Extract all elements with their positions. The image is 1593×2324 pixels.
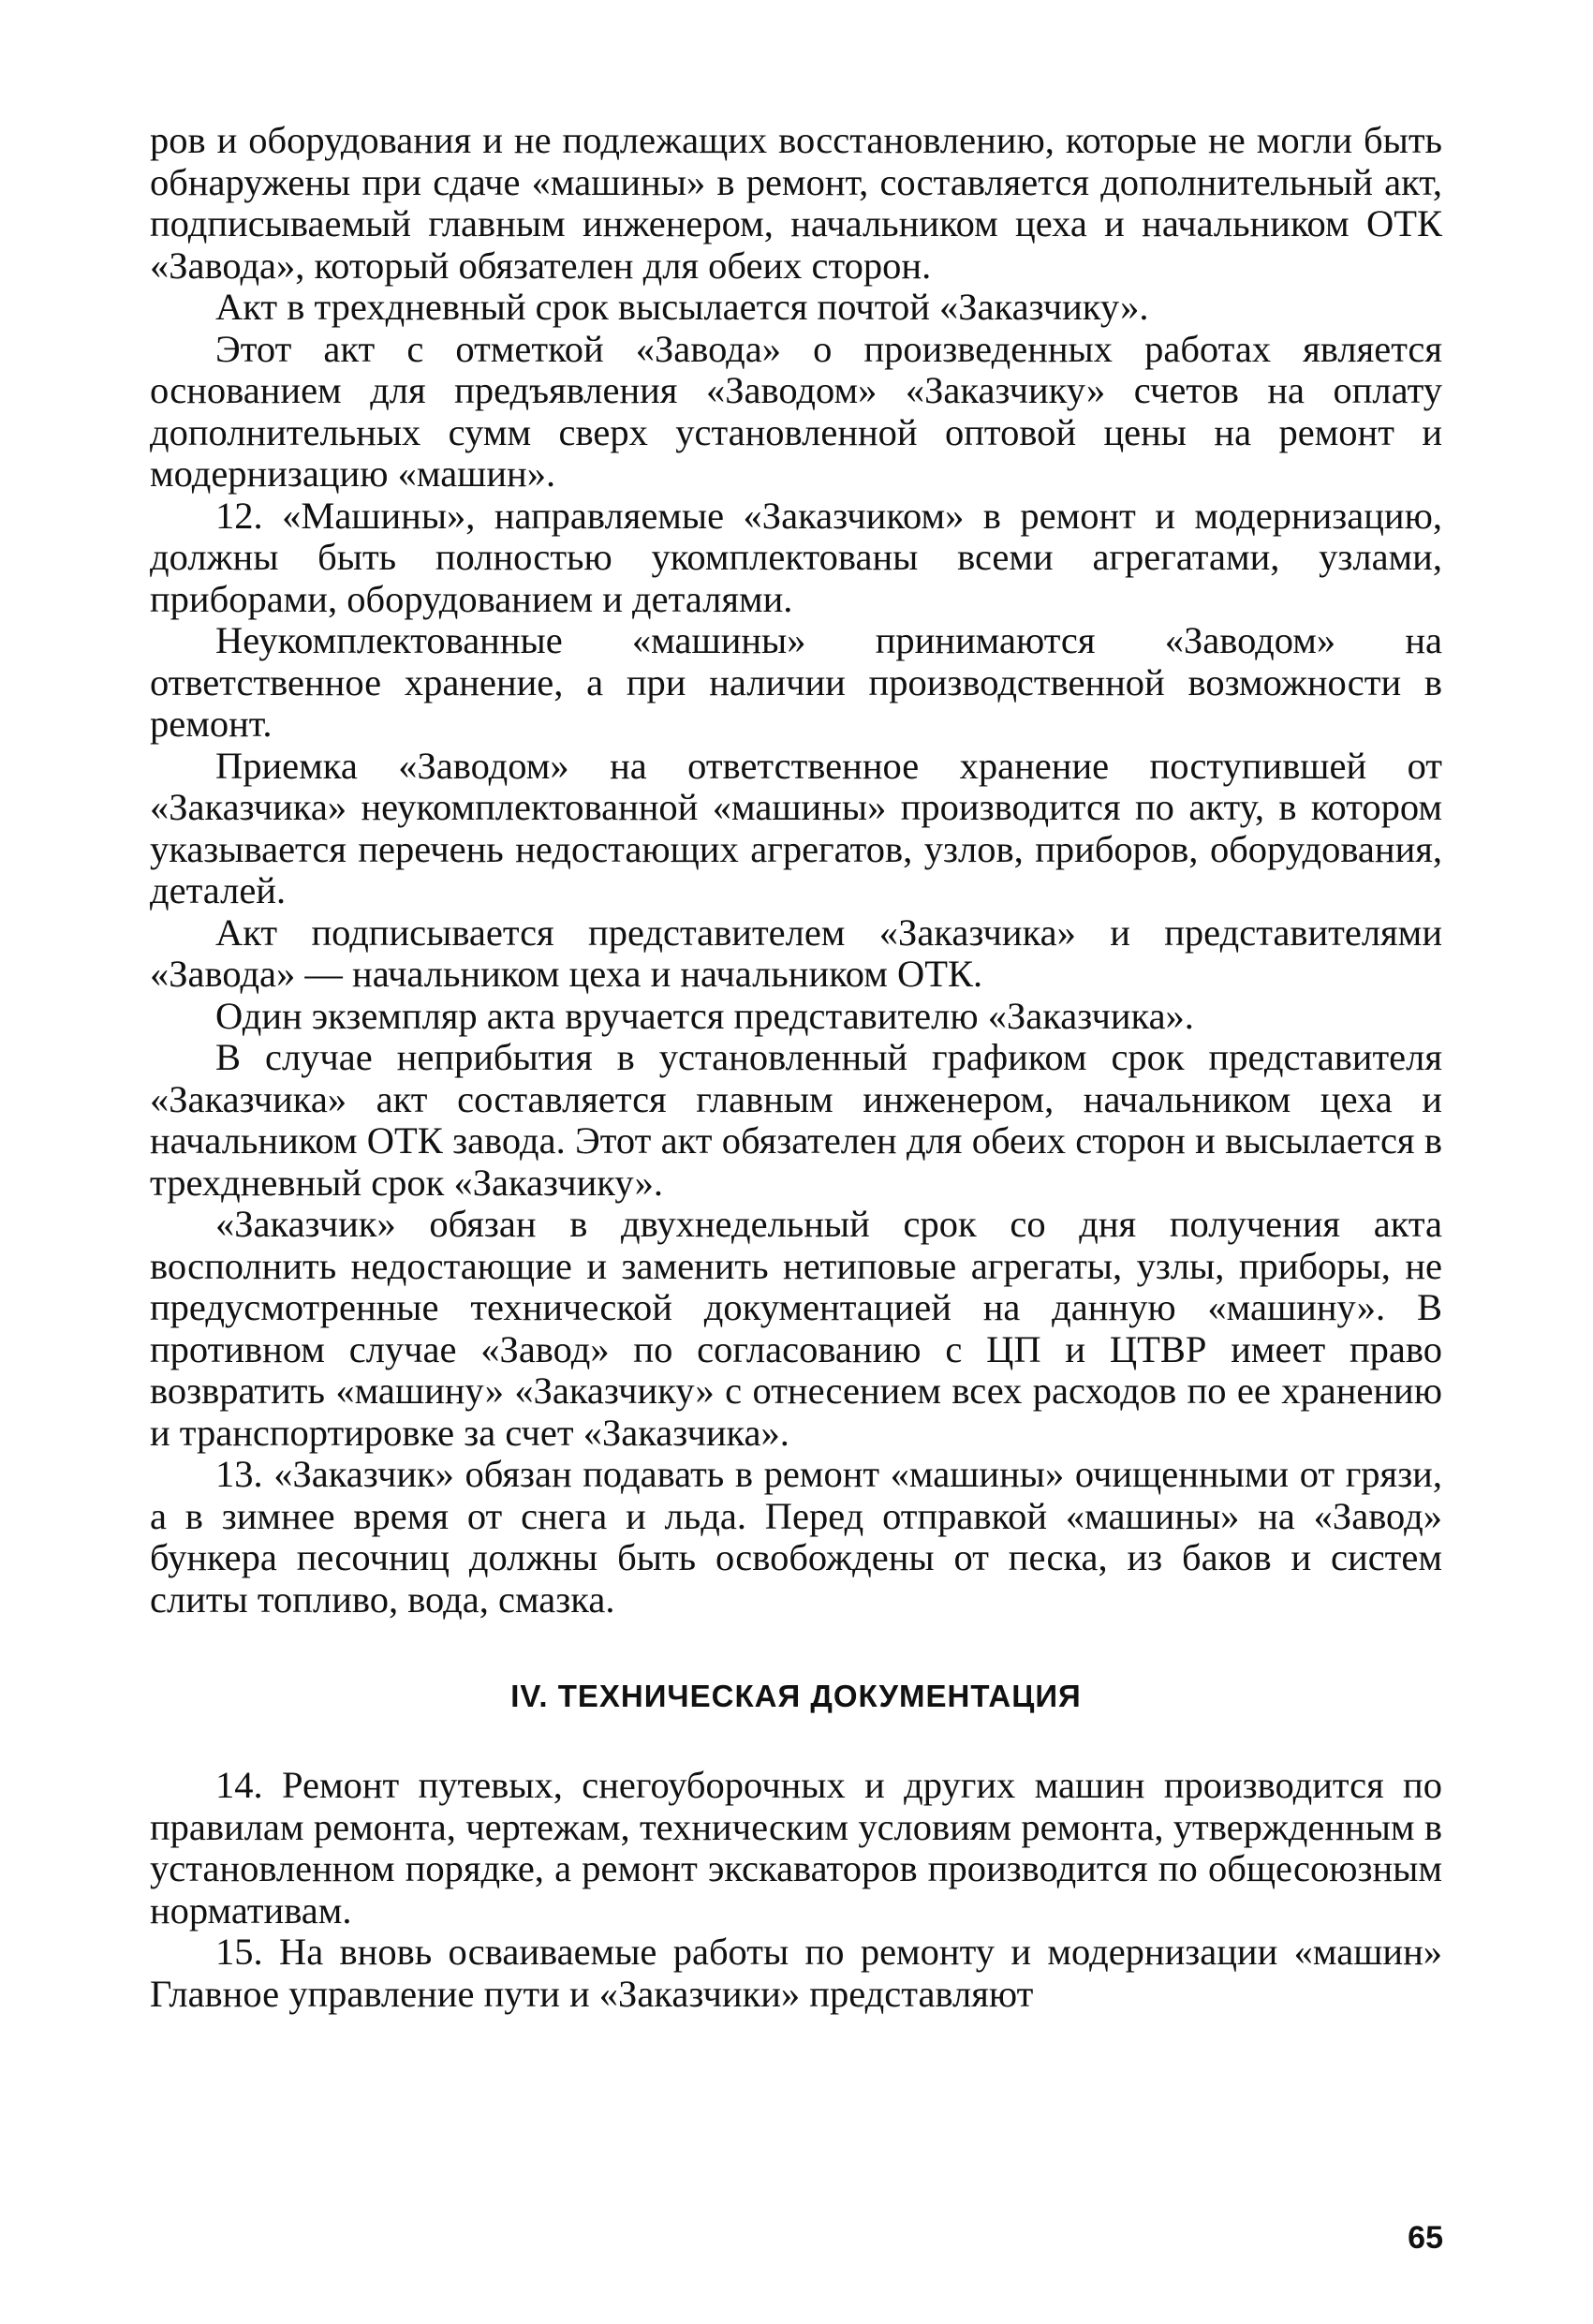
paragraph-item-13: 13. «Заказчик» обязан подавать в ремонт «машины» очищенными от грязи, а в зимнее время от снега и льда. Перед отправкой «машины» на «Завод» бункера песочниц должны быть освобождены от песка, из баков и систем слиты топливо, вода, смазка. bbox=[150, 1453, 1442, 1621]
paragraph-non-arrival: В случае неприбытия в установленный графиком срок представителя «Заказчика» акт составляется главным инженером, начальником цеха и начальником ОТК завода. Этот акт обязателен для обеих сторон и высылается в трехдневный срок «Заказчику». bbox=[150, 1036, 1442, 1204]
paragraph-act-basis: Этот акт с отметкой «Завода» о произведенных работах является основанием для предъявления «Заводом» «Заказчику» счетов на оплату дополнительных сумм сверх установленной оптовой цены на ремонт и модернизацию «машин». bbox=[150, 327, 1442, 495]
paragraph-item-12: 12. «Машины», направляемые «Заказчиком» в ремонт и модернизацию, должны быть полностью укомплектованы всеми агрегатами, узлами, приборами, оборудованием и деталями. bbox=[150, 494, 1442, 620]
page-number: 65 bbox=[1408, 2220, 1443, 2256]
paragraph-copy-handover: Один экземпляр акта вручается представителю «Заказчика». bbox=[215, 994, 1194, 1037]
paragraph-acceptance: Приемка «Заводом» на ответственное хранение поступившей от «Заказчика» неукомплектованной «машины» производится по акту, в котором указывается перечень недостающих агрегатов, узлов, приборов, оборудования, деталей. bbox=[150, 744, 1442, 911]
page-body bbox=[150, 120, 1442, 2015]
section-heading: IV. ТЕХНИЧЕСКАЯ ДОКУМЕНТАЦИЯ bbox=[510, 1679, 1082, 1713]
paragraph-continuation: ров и оборудования и не подлежащих восстановлению, которые не могли быть обнаружены при сдаче «машины» в ремонт, составляется дополнительный акт, подписываемый главным инженером, начальником цеха и начальником ОТК «Завода», который обязателен для обеих сторон. bbox=[150, 119, 1442, 287]
paragraph-item-14: 14. Ремонт путевых, снегоуборочных и других машин производится по правилам ремонта, чертежам, техническим условиям ремонта, утвержденным в установленном порядке, а ремонт экскаваторов производится по общесоюзным нормативам. bbox=[150, 1764, 1442, 1932]
paragraph-act-signing: Акт подписывается представителем «Заказчика» и представителями «Завода» — начальником цеха и начальником ОТК. bbox=[150, 910, 1442, 995]
paragraph-customer-obligation: «Заказчик» обязан в двухнедельный срок со дня получения акта восполнить недостающие и заменить нетиповые агрегаты, узлы, приборы, не предусмотренные технической документацией на данную «машину». В противном случае «Завод» по согласованию с ЦП и ЦТВР имеет право возвратить «машину» «Заказчику» с отнесением всех расходов по ее хранению и транспортировке за счет «Заказчика». bbox=[150, 1203, 1442, 1454]
paragraph-act-mailing: Акт в трехдневный срок высылается почтой «Заказчику». bbox=[215, 286, 1149, 328]
paragraph-item-15: 15. На вновь осваиваемые работы по ремонту и модернизации «машин» Главное управление пути и «Заказчики» представляют bbox=[150, 1931, 1442, 2015]
paragraph-incomplete-machines: Неукомплектованные «машины» принимаются «Заводом» на ответственное хранение, а при наличии производственной возможности в ремонт. bbox=[150, 619, 1442, 745]
